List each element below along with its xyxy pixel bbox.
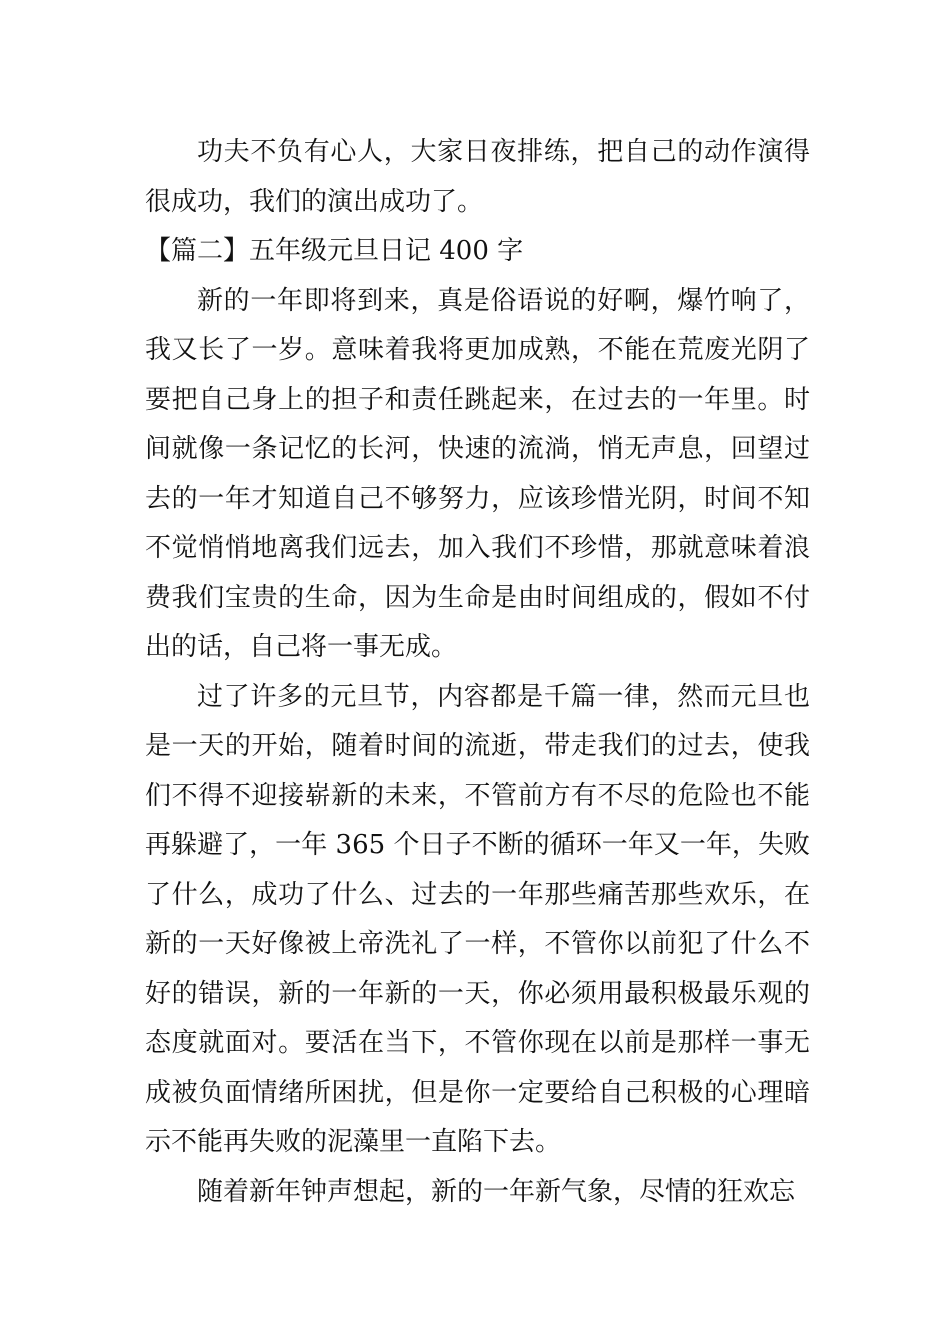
- section-heading: 【篇二】五年级元旦日记 400 字: [145, 236, 524, 266]
- document-body: [145, 128, 810, 1217]
- body-paragraph: 随着新年钟声想起，新的一年新气象，尽情的狂欢忘: [197, 1176, 796, 1207]
- body-paragraph: 新的一年即将到来，真是俗语说的好啊，爆竹响了，我又长了一岁。意味着我将更加成熟，不能在荒废光阴了要把自己身上的担子和责任跳起来，在过去的一年里。时间就像一条记忆的长河，快速的流淌，悄无声息，回望过去的一年才知道自己不够努力，应该珍惜光阴，时间不知不觉悄悄地离我们远去，加入我们不珍惜，那就意味着浪费我们宝贵的生命，因为生命是由时间组成的，假如不付出的话，自己将一事无成。: [145, 285, 810, 662]
- body-paragraph: 功夫不负有心人，大家日夜排练，把自己的动作演得很成功，我们的演出成功了。: [145, 137, 810, 217]
- body-paragraph: 过了许多的元旦节，内容都是千篇一律，然而元旦也是一天的开始，随着时间的流逝，带走我们的过去，使我们不得不迎接崭新的未来，不管前方有不尽的危险也不能再躲避了，一年 365 个日子不断的循环一年又一年，失败了什么，成功了什么、过去的一年那些痛苦那些欢乐，在新的一天好像被上帝洗礼了一样，不管你以前犯了什么不好的错误，新的一年新的一天，你必须用最积极最乐观的态度就面对。要活在当下，不管你现在以前是那样一事无成被负面情绪所困扰，但是你一定要给自己积极的心理暗示不能再失败的泥藻里一直陷下去。: [145, 681, 810, 1157]
